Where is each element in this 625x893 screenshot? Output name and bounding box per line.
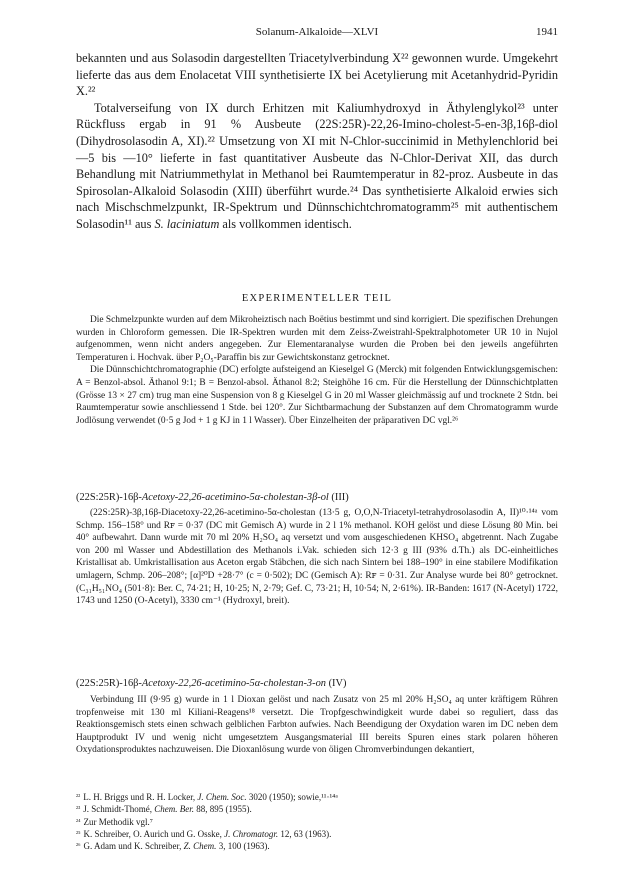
footnotes (76, 791, 558, 852)
compound-iii-text (76, 507, 558, 608)
footnote (76, 791, 558, 803)
footnote (76, 840, 558, 852)
intro-paragraph-2 (76, 100, 558, 233)
intro-text (76, 50, 558, 233)
compound-iii-paragraph: (22S:25R)-3β,16β-Diacetoxy-22,26-acetimino-5α-cholestan (13·5 g, O,O,N-Triacetyl-tetrahydrosolasodin A, II)¹⁰·¹⁴ᵃ vom Schmp. 156–158° und Rꜰ = 0·37 (DC mit Gemisch A) wurde in 2 l 1% methanol. KOH gelöst und diese Lösung 80 Min. bei 40° aufbewahrt. Dann wurde mit 70 ml 20% H₂SO₄ aq versetzt und vom ausgeschiedenen KHSO₄ abgetrennt. Nach Zugabe von 200 ml Wasser und Abdestillation des Methanols i.Vak. schieden sich 12·3 g III (93% d.Th.) als DC-einheitliches Kristallisat ab. Umkristallisation aus Aceton ergab Stäbchen, die sich nach Sintern bei 188–190° in eine stabilere Modifikation umlagern, Schmp. 206–208°; [α]²⁰D +28·7° (c = 0·502); DC (Gemisch A): Rꜰ = 0·31. Zur Analyse wurde bei 80° getrocknet. (C₃₁H₅₁NO₄ (501·8): Ber. C, 74·21; H, 10·25; N, 2·79; Gef. C, 73·21; H, 10·54; N, 2·61%). IR-Banden: 1617 (N-Acetyl) 1722, 1743 und 1250 (O-Acetyl), 3330 cm⁻¹ (Hydroxyl, breit). (76, 508, 558, 607)
footnote (76, 828, 558, 840)
intro-paragraph-1: bekannten und aus Solasodin dargestellten Triacetylverbindung X²² gewonnen wurde. Umgekehrt lieferte das aus dem Enolacetat VIII synthetisierte IX bei Acetylierung mit Acetanhydrid-Pyridin X.²² (76, 51, 558, 99)
footnote-text: L. H. Briggs und R. H. Locker, (83, 792, 198, 802)
footnote-journal: J. Chromatogr. (224, 828, 279, 839)
footnote-rest: 88, 895 (1955). (193, 804, 252, 815)
compound-iv-paragraph: Verbindung III (9·95 g) wurde in 1 l Dioxan gelöst und nach Zusatz von 25 ml 20% H₂SO₄ aq unter kräftigem Rühren tropfenweise mit 130 ml Kiliani-Reagens¹⁸ versetzt. Die Tropfgeschwindigkeit wurde dabei so reguliert, dass das Reaktionsgemisch stets einen schwach gelblichen Farbton aufwies. Nach Beendigung der Oxydation waren im DC neben dem Hauptprodukt IV und wenig nicht umgesetztem Ausgangsmaterial III bereits Spuren eines stark polaren höheren Oxydationsproduktes nachzuweisen. Die Dioxanlösung wurde von öligen Chromverbindungen dekantiert, (76, 695, 558, 756)
experimental-general (76, 314, 558, 427)
footnote (76, 816, 558, 828)
compound-iii-heading (76, 492, 558, 503)
compound-iii-heading-suffix: (III) (328, 492, 349, 503)
compound-iii-heading-prefix: (22S:25R)-16β- (76, 492, 142, 503)
footnote-rest: 12, 63 (1963). (278, 828, 332, 839)
footnote-mark: ²⁴ (76, 817, 81, 826)
compound-iv-heading (76, 678, 558, 689)
footnote-mark: ²³ (76, 805, 81, 814)
intro-paragraph-2-end: als vollkommen identisch. (219, 216, 352, 231)
species-name: S. laciniatum (154, 216, 220, 231)
footnote-text: K. Schreiber, O. Aurich und G. Osske, (83, 828, 225, 839)
section-heading: EXPERIMENTELLER TEIL (241, 293, 393, 304)
footnote-text: G. Adam und K. Schreiber, (83, 841, 184, 852)
footnote-mark: ²⁶ (76, 842, 81, 851)
compound-iv-heading-prefix: (22S:25R)-16β- (76, 678, 142, 689)
footnote-mark: ²² (76, 793, 81, 801)
compound-iv-text (76, 694, 558, 757)
footnote-text: J. Schmidt-Thomé, (83, 804, 155, 815)
footnote-text: Zur Methodik vgl.⁷ (83, 816, 153, 827)
running-title: Solanum-Alkaloide—XLVI (255, 26, 379, 38)
footnote-journal: Z. Chem. (183, 841, 217, 852)
footnote (76, 803, 558, 815)
footnote-rest: 3020 (1950); sowie,¹¹·¹⁴ᵃ (246, 792, 338, 802)
footnote-rest: 3, 100 (1963). (216, 841, 270, 852)
footnote-mark: ²⁵ (76, 829, 81, 838)
page-number: 1941 (536, 26, 558, 38)
page-header (76, 26, 558, 42)
compound-iv-heading-suffix: (IV) (325, 678, 347, 689)
footnote-journal: Chem. Ber. (154, 804, 194, 815)
intro-paragraph-2-text: Totalverseifung von IX durch Erhitzen mit Kaliumhydroxyd in Äthylenglykol²³ unter Rückfluss ergab in 91 % Ausbeute (22S:25R)-22,26-Imino-cholest-5-en-3β,16β-diol (Dihydrosolasodin A, XI).²² Umsetzung von XI mit N-Chlor-succinimid in Methylenchlorid bei —5 bis —10° lieferte in fast quantitativer Ausbeute das N-Chlor-Derivat XII, das durch Behandlung mit Natriummethylat in Methanol bei Raumtemperatur in 82-proz. Ausbeute in das Spirosolan-Alkaloid Solasodin (XIII) überführt wurde.²⁴ Das synthetisierte Alkaloid erwies sich nach Mischschmelzpunkt, IR-Spektrum und Dünnschichtchromatogramm²⁵ mit authentischem Solasodin¹¹ aus (76, 100, 558, 231)
compound-iii-heading-name: Acetoxy-22,26-acetimino-5α-cholestan-3β-ol (141, 492, 329, 503)
experimental-paragraph-1: Die Schmelzpunkte wurden auf dem Mikroheiztisch nach Boëtius bestimmt und sind korrigiert. Die spezifischen Drehungen wurden in Chloroform gemessen. Die IR-Spektren wurden mit dem Zeiss-Zweistrahl-Spektralphotometer UR 10 in Nujol aufgenommen, wenn nicht anders angegeben. Zur Elementaranalyse wurden die Proben bei den jeweils angeführten Temperaturen i. Hochvak. über P₂O₅-Paraffin bis zur Gewichtskonstanz getrocknet. (76, 315, 558, 363)
experimental-paragraph-2: Die Dünnschichtchromatographie (DC) erfolgte aufsteigend an Kieselgel G (Merck) mit folgenden Entwicklungsgemischen: A = Benzol-absol. Äthanol 9:1; B = Benzol-absol. Äthanol 8:2; Steighöhe 16 cm. Für die Herstellung der Dünnschichtplatten (Grösse 13 × 27 cm) trug man eine Suspension von 8 g Kieselgel G in 20 ml Wasser gleichmässig auf und trocknete 2 Stdn. bei Raumtemperatur sowie anschliessend 1 Stde. bei 120°. Zur Sichtbarmachung der Substanzen auf dem Chromatogramm wurde Jodlösung verwendet (0·5 g Jod + 1 g KJ in 1 l Wasser). Über Einzelheiten der präparativen DC vgl.²⁶ (76, 365, 558, 426)
compound-iv-heading-name: Acetoxy-22,26-acetimino-5α-cholestan-3-on (141, 678, 326, 689)
footnote-journal: J. Chem. Soc. (197, 792, 247, 802)
